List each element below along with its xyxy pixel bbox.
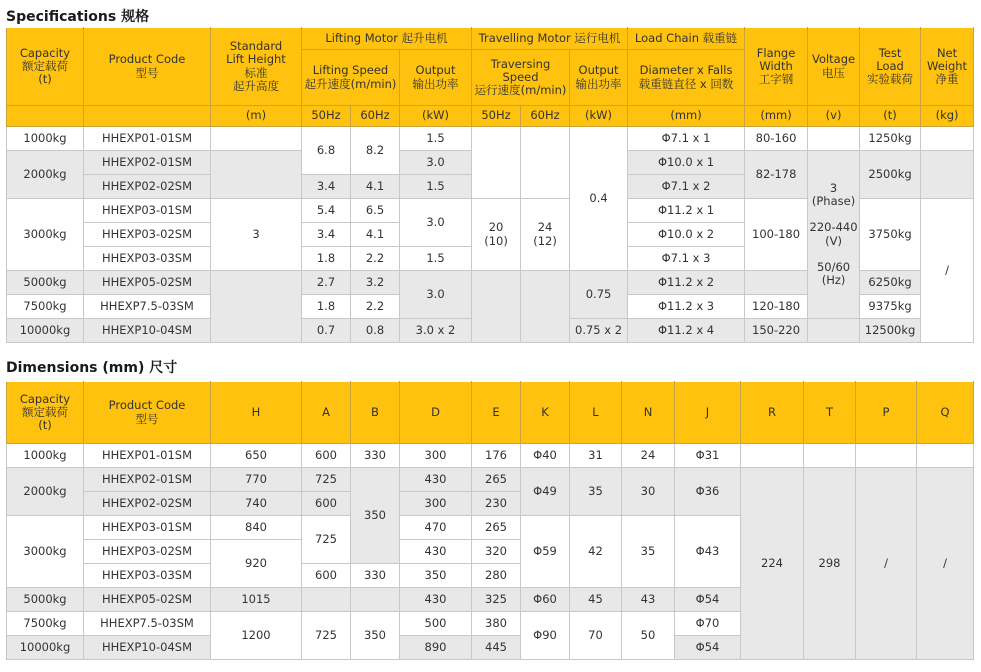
cell-net-weight xyxy=(921,151,974,199)
cell-a: 600 xyxy=(302,444,351,468)
unit-mm: (mm) xyxy=(628,106,745,127)
cell-j: Φ31 xyxy=(675,444,741,468)
hdr-capacity: Capacity 额定载荷 (t) xyxy=(7,382,84,444)
cell-lift-speed-50: 5.4 xyxy=(302,199,351,223)
cell-e: 445 xyxy=(472,636,521,660)
cell-chain: Φ11.2 x 3 xyxy=(628,295,745,319)
cell-net-weight xyxy=(921,127,974,151)
cell-h: 1015 xyxy=(211,588,302,612)
hdr-lift-output: Output 输出功率 xyxy=(400,50,472,106)
cell-capacity: 7500kg xyxy=(7,612,84,636)
cell-a: 725 xyxy=(302,516,351,564)
dimensions-table xyxy=(6,381,974,660)
hdr-r: R xyxy=(741,382,804,444)
hdr-l: L xyxy=(570,382,622,444)
hdr-voltage: Voltage 电压 xyxy=(808,28,860,106)
unit-blank xyxy=(7,106,84,127)
cell-q: / xyxy=(917,468,974,660)
unit-60hz: 60Hz xyxy=(521,106,570,127)
hdr-n: N xyxy=(622,382,675,444)
spec-section-title: Specifications 规格 xyxy=(6,9,150,25)
cell-d: 350 xyxy=(400,564,472,588)
cell-d: 430 xyxy=(400,540,472,564)
cell-capacity: 10000kg xyxy=(7,636,84,660)
cell-lift-speed-60: 2.2 xyxy=(351,295,400,319)
cell-d: 300 xyxy=(400,444,472,468)
cell-h: 770 xyxy=(211,468,302,492)
cell-capacity: 1000kg xyxy=(7,444,84,468)
cell-l: 31 xyxy=(570,444,622,468)
cell-product-code: HHEXP10-04SM xyxy=(84,319,211,343)
cell-trav-output: 0.75 x 2 xyxy=(570,319,628,343)
unit-kg: (kg) xyxy=(921,106,974,127)
cell-lift-speed-60: 4.1 xyxy=(351,175,400,199)
cell-l: 70 xyxy=(570,612,622,660)
cell-t xyxy=(804,444,856,468)
cell-j: Φ70 xyxy=(675,612,741,636)
cell-d: 890 xyxy=(400,636,472,660)
cell-trav-output: 0.4 xyxy=(570,127,628,271)
cell-q xyxy=(917,444,974,468)
cell-trav-50 xyxy=(472,271,521,343)
hdr-lifting-motor: Lifting Motor 起升电机 xyxy=(302,28,472,50)
cell-trav-50 xyxy=(472,127,521,199)
cell-d: 470 xyxy=(400,516,472,540)
cell-lift-output: 3.0 xyxy=(400,151,472,175)
hdr-test-load: Test Load 实验载荷 xyxy=(860,28,921,106)
unit-t: (t) xyxy=(860,106,921,127)
cell-capacity: 10000kg xyxy=(7,319,84,343)
unit-50hz: 50Hz xyxy=(302,106,351,127)
hdr-lift-height: Standard Lift Height 标准 起升高度 xyxy=(211,28,302,106)
cell-capacity: 5000kg xyxy=(7,271,84,295)
cell-voltage xyxy=(808,127,860,151)
cell-trav-50: 20 (10) xyxy=(472,199,521,271)
cell-voltage xyxy=(808,319,860,343)
cell-flange: 100-180 xyxy=(745,199,808,271)
unit-blank xyxy=(84,106,211,127)
cell-lift-output: 3.0 xyxy=(400,199,472,247)
cell-test-load: 3750kg xyxy=(860,199,921,271)
hdr-product-code: Product Code 型号 xyxy=(84,28,211,106)
cell-d: 430 xyxy=(400,588,472,612)
cell-lift-speed-60: 6.5 xyxy=(351,199,400,223)
cell-capacity: 2000kg xyxy=(7,468,84,516)
cell-chain: Φ11.2 x 1 xyxy=(628,199,745,223)
cell-b: 350 xyxy=(351,468,400,564)
cell-n: 43 xyxy=(622,588,675,612)
cell-product-code: HHEXP03-01SM xyxy=(84,516,211,540)
cell-trav-60: 24 (12) xyxy=(521,199,570,271)
cell-t: 298 xyxy=(804,468,856,660)
cell-e: 265 xyxy=(472,516,521,540)
cell-lift-output: 3.0 xyxy=(400,271,472,319)
cell-lift-speed-60: 3.2 xyxy=(351,271,400,295)
cell-e: 280 xyxy=(472,564,521,588)
cell-test-load: 9375kg xyxy=(860,295,921,319)
cell-r: 224 xyxy=(741,468,804,660)
hdr-t: T xyxy=(804,382,856,444)
cell-test-load: 12500kg xyxy=(860,319,921,343)
hdr-net-weight: Net Weight 净重 xyxy=(921,28,974,106)
cell-product-code: HHEXP02-01SM xyxy=(84,468,211,492)
cell-b: 350 xyxy=(351,612,400,660)
cell-e: 230 xyxy=(472,492,521,516)
cell-k: Φ60 xyxy=(521,588,570,612)
hdr-flange-width: Flange Width 工字钢 xyxy=(745,28,808,106)
hdr-b: B xyxy=(351,382,400,444)
cell-chain: Φ7.1 x 2 xyxy=(628,175,745,199)
cell-product-code: HHEXP05-02SM xyxy=(84,271,211,295)
cell-l: 35 xyxy=(570,468,622,516)
cell-product-code: HHEXP03-02SM xyxy=(84,540,211,564)
cell-k: Φ59 xyxy=(521,516,570,588)
cell-lift-speed-50: 3.4 xyxy=(302,223,351,247)
cell-test-load: 6250kg xyxy=(860,271,921,295)
cell-k: Φ49 xyxy=(521,468,570,516)
cell-chain: Φ11.2 x 4 xyxy=(628,319,745,343)
cell-lift-speed-60: 8.2 xyxy=(351,127,400,175)
cell-lift-speed-50: 3.4 xyxy=(302,175,351,199)
cell-lift-height xyxy=(211,271,302,343)
cell-product-code: HHEXP03-03SM xyxy=(84,564,211,588)
cell-lift-speed-60: 2.2 xyxy=(351,247,400,271)
unit-v: (v) xyxy=(808,106,860,127)
cell-n: 24 xyxy=(622,444,675,468)
cell-test-load: 1250kg xyxy=(860,127,921,151)
cell-capacity: 3000kg xyxy=(7,516,84,588)
cell-j: Φ54 xyxy=(675,636,741,660)
cell-n: 50 xyxy=(622,612,675,660)
cell-b: 330 xyxy=(351,444,400,468)
cell-l: 42 xyxy=(570,516,622,588)
cell-p xyxy=(856,444,917,468)
cell-product-code: HHEXP05-02SM xyxy=(84,588,211,612)
cell-lift-output: 1.5 xyxy=(400,175,472,199)
cell-e: 265 xyxy=(472,468,521,492)
hdr-load-chain: Load Chain 载重链 xyxy=(628,28,745,50)
hdr-k: K xyxy=(521,382,570,444)
cell-product-code: HHEXP7.5-03SM xyxy=(84,295,211,319)
cell-lift-output: 3.0 x 2 xyxy=(400,319,472,343)
cell-n: 35 xyxy=(622,516,675,588)
unit-height: (m) xyxy=(211,106,302,127)
cell-chain: Φ7.1 x 3 xyxy=(628,247,745,271)
cell-j: Φ36 xyxy=(675,468,741,516)
cell-lift-output: 1.5 xyxy=(400,247,472,271)
cell-chain: Φ10.0 x 1 xyxy=(628,151,745,175)
hdr-diameter-falls: Diameter x Falls 载重链直径 x 回数 xyxy=(628,50,745,106)
cell-p: / xyxy=(856,468,917,660)
unit-mm: (mm) xyxy=(745,106,808,127)
cell-lift-speed-50: 0.7 xyxy=(302,319,351,343)
cell-lift-height: 3 xyxy=(211,199,302,271)
cell-h: 840 xyxy=(211,516,302,540)
cell-k: Φ90 xyxy=(521,612,570,660)
cell-d: 500 xyxy=(400,612,472,636)
cell-chain: Φ11.2 x 2 xyxy=(628,271,745,295)
cell-l: 45 xyxy=(570,588,622,612)
cell-a xyxy=(302,588,351,612)
hdr-a: A xyxy=(302,382,351,444)
cell-capacity: 2000kg xyxy=(7,151,84,199)
cell-d: 300 xyxy=(400,492,472,516)
cell-lift-speed-50: 1.8 xyxy=(302,295,351,319)
hdr-trav-output: Output 输出功率 xyxy=(570,50,628,106)
cell-capacity: 5000kg xyxy=(7,588,84,612)
cell-b: 330 xyxy=(351,564,400,588)
cell-product-code: HHEXP10-04SM xyxy=(84,636,211,660)
cell-lift-output: 1.5 xyxy=(400,127,472,151)
cell-e: 320 xyxy=(472,540,521,564)
cell-test-load: 2500kg xyxy=(860,151,921,199)
cell-d: 430 xyxy=(400,468,472,492)
cell-capacity: 1000kg xyxy=(7,127,84,151)
cell-n: 30 xyxy=(622,468,675,516)
cell-b xyxy=(351,588,400,612)
cell-product-code: HHEXP03-03SM xyxy=(84,247,211,271)
cell-a: 600 xyxy=(302,564,351,588)
hdr-q: Q xyxy=(917,382,974,444)
cell-lift-speed-60: 0.8 xyxy=(351,319,400,343)
cell-h: 1200 xyxy=(211,612,302,660)
cell-e: 380 xyxy=(472,612,521,636)
cell-product-code: HHEXP01-01SM xyxy=(84,127,211,151)
cell-flange: 82-178 xyxy=(745,151,808,199)
cell-e: 325 xyxy=(472,588,521,612)
cell-lift-speed-60: 4.1 xyxy=(351,223,400,247)
cell-flange: 120-180 xyxy=(745,295,808,319)
cell-lift-height xyxy=(211,127,302,151)
cell-flange xyxy=(745,271,808,295)
cell-trav-60 xyxy=(521,127,570,199)
cell-product-code: HHEXP02-02SM xyxy=(84,175,211,199)
cell-a: 725 xyxy=(302,468,351,492)
cell-chain: Φ7.1 x 1 xyxy=(628,127,745,151)
dim-section-title: Dimensions (mm) 尺寸 xyxy=(6,360,178,376)
cell-j: Φ54 xyxy=(675,588,741,612)
hdr-travelling-motor: Travelling Motor 运行电机 xyxy=(472,28,628,50)
hdr-traversing-speed: Traversing Speed 运行速度(m/min) xyxy=(472,50,570,106)
cell-a: 600 xyxy=(302,492,351,516)
hdr-capacity: Capacity 额定载荷 (t) xyxy=(7,28,84,106)
cell-lift-height xyxy=(211,151,302,199)
cell-a: 725 xyxy=(302,612,351,660)
cell-product-code: HHEXP03-02SM xyxy=(84,223,211,247)
specifications-table xyxy=(6,27,974,343)
hdr-d: D xyxy=(400,382,472,444)
cell-product-code: HHEXP03-01SM xyxy=(84,199,211,223)
cell-product-code: HHEXP01-01SM xyxy=(84,444,211,468)
hdr-lifting-speed: Lifting Speed 起升速度(m/min) xyxy=(302,50,400,106)
cell-voltage: 3 (Phase) 220-440 (V) 50/60 (Hz) xyxy=(808,151,860,319)
cell-h: 740 xyxy=(211,492,302,516)
cell-trav-output: 0.75 xyxy=(570,271,628,319)
cell-capacity: 7500kg xyxy=(7,295,84,319)
cell-net-weight: / xyxy=(921,199,974,343)
cell-chain: Φ10.0 x 2 xyxy=(628,223,745,247)
cell-k: Φ40 xyxy=(521,444,570,468)
cell-product-code: HHEXP7.5-03SM xyxy=(84,612,211,636)
cell-e: 176 xyxy=(472,444,521,468)
cell-lift-speed-50: 6.8 xyxy=(302,127,351,175)
unit-kw: (kW) xyxy=(400,106,472,127)
cell-capacity: 3000kg xyxy=(7,199,84,271)
cell-lift-speed-50: 1.8 xyxy=(302,247,351,271)
unit-50hz: 50Hz xyxy=(472,106,521,127)
cell-lift-speed-50: 2.7 xyxy=(302,271,351,295)
hdr-product-code: Product Code 型号 xyxy=(84,382,211,444)
cell-trav-60 xyxy=(521,271,570,343)
hdr-h: H xyxy=(211,382,302,444)
hdr-j: J xyxy=(675,382,741,444)
hdr-p: P xyxy=(856,382,917,444)
cell-j: Φ43 xyxy=(675,516,741,588)
unit-kw: (kW) xyxy=(570,106,628,127)
cell-h: 650 xyxy=(211,444,302,468)
unit-60hz: 60Hz xyxy=(351,106,400,127)
hdr-e: E xyxy=(472,382,521,444)
cell-product-code: HHEXP02-01SM xyxy=(84,151,211,175)
cell-flange: 80-160 xyxy=(745,127,808,151)
cell-r xyxy=(741,444,804,468)
cell-flange: 150-220 xyxy=(745,319,808,343)
cell-h: 920 xyxy=(211,540,302,588)
cell-product-code: HHEXP02-02SM xyxy=(84,492,211,516)
